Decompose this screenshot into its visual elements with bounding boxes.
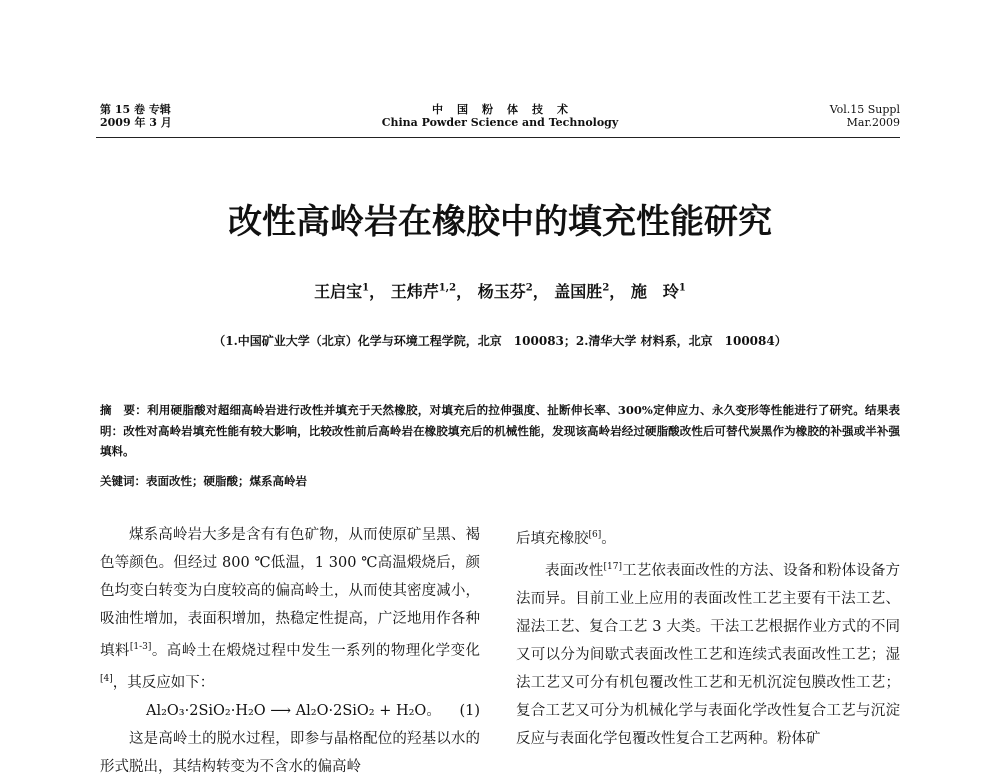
abstract-text: 利用硬脂酸对超细高岭岩进行改性并填充于天然橡胶，对填充后的拉伸强度、扯断伸长率、300%定伸应力、永久变形等性能进行了研究。结果表明：改性对高岭岩填充性能有较大影响，比较改性前后高岭岩在橡胶填充后的机械性能，发现该高岭岩经过硬脂酸改性后可替代炭黑作为橡胶的补强或半补强填料。 (100, 403, 901, 458)
keywords-text: 表面改性；硬脂酸；煤系高岭岩 (146, 474, 307, 488)
issue-date: 2009 年 3 月 (100, 116, 172, 129)
citation: [4] (100, 673, 113, 684)
volume-en: Vol.15 Suppl (829, 103, 900, 116)
author: 施 玲$^1$ (630, 282, 686, 302)
author-list (0, 278, 1000, 303)
header-rule (96, 137, 900, 138)
date-en: Mar.2009 (846, 116, 900, 129)
equation-formula: Al₂O₃·2SiO₂·H₂O ⟶ Al₂O·2SiO₂ + H₂O。 (146, 702, 441, 719)
journal-issue-info (100, 103, 172, 129)
body-paragraph: 这是高岭土的脱水过程，即参与晶格配位的羟基以水的形式脱出，其结构转变为不含水的偏高岭 (100, 730, 480, 775)
keywords (100, 471, 900, 491)
abstract (100, 400, 900, 462)
body-paragraph: 后填充橡胶[6]。 (516, 530, 616, 547)
citation: [17] (603, 561, 623, 572)
equation (100, 697, 480, 725)
author: 王炜芹$^{1,2}$， (390, 282, 473, 302)
issue-volume: 第 15 卷 专辑 (100, 103, 171, 116)
journal-name-en: China Powder Science and Technology (381, 116, 619, 129)
body-column-left (100, 521, 480, 781)
abstract-label: 摘 要： (100, 403, 148, 417)
author: 王启宝$^1$， (314, 282, 386, 302)
paper-title: 改性高岭岩在橡胶中的填充性能研究 (228, 202, 772, 242)
body-paragraph: 煤系高岭岩大多是含有有色矿物，从而使原矿呈黑、褐色等颜色。但经过 800 ℃低温，1 300 ℃高温煅烧后，颜色均变白转变为白度较高的偏高岭土，从而使其密度减小，吸油性增加，表面积增加，热稳定性提高，广泛地用作各种填料[1-3]。高岭土在煅烧过程中发生一系列的物理化学变化[4]，其反应如下： (100, 527, 480, 691)
keywords-label: 关键词： (100, 474, 146, 488)
affiliations: （1.中国矿业大学（北京）化学与环境工程学院，北京 100083；2.清华大学 材料系，北京 100084） (213, 334, 787, 348)
author: 盖国胜$^2$， (554, 282, 626, 302)
equation-number: (1) (459, 702, 480, 719)
body-column-right (516, 521, 900, 753)
journal-name-cn: 中国粉体技术 (432, 103, 582, 116)
citation: [1-3] (129, 642, 152, 652)
body-paragraph: 表面改性[17]工艺依表面改性的方法、设备和粉体设备方法而异。目前工业上应用的表面改性工艺主要有干法工艺、湿法工艺、复合工艺 3 大类。干法工艺根据作业方式的不同又可以分为间歇式表面改性工艺和连续式表面改性工艺；湿法工艺又可分有机包覆改性工艺和无机沉淀包膜改性工艺；复合工艺又可分为机械化学与表面化学改性复合工艺与沉淀反应与表面化学包覆改性复合工艺两种。粉体矿 (516, 561, 901, 747)
journal-name (360, 103, 640, 129)
citation: [6] (588, 530, 602, 540)
journal-volume-en (830, 103, 900, 129)
author: 杨玉芬$^2$， (477, 282, 549, 302)
